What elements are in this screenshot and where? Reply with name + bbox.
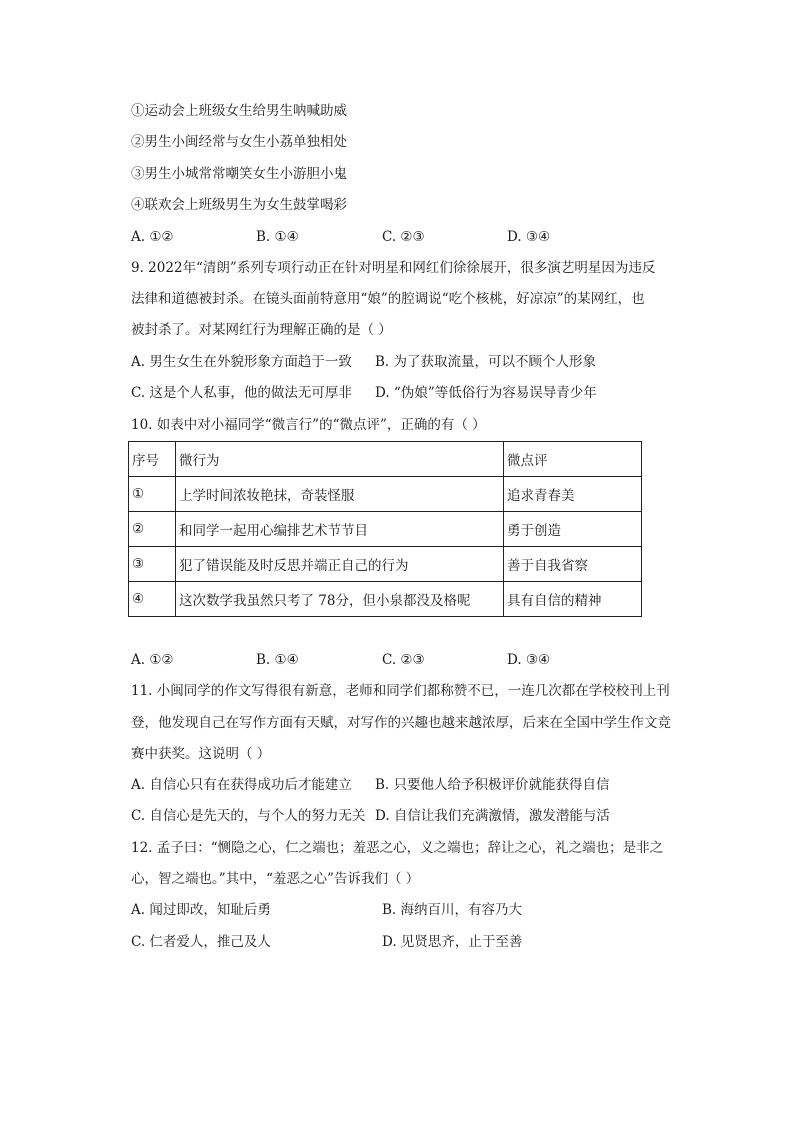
q10-option-c: C. ②③	[382, 652, 425, 668]
q9-stem-line-1: 9. 2022年“清朗”系列专项行动正在针对明星和网红们徐徐展开，很多演艺明星因为违反	[131, 260, 656, 276]
row-index: ③	[129, 547, 176, 582]
row-comment: 追求青春美	[504, 477, 642, 512]
q9-stem-line-2: 法律和道德被封杀。在镜头面前特意用“娘”的腔调说“吃个核桃，好凉凉”的某网红，也	[131, 291, 645, 307]
q8-option-b: B. ①④	[256, 229, 299, 245]
q8-options	[131, 227, 711, 247]
q12-option-c: C. 仁者爱人，推己及人	[131, 934, 271, 950]
row-index: ④	[129, 582, 176, 617]
row-comment: 勇于创造	[504, 512, 642, 547]
header-cell-index: 序号	[129, 442, 176, 477]
row-behavior: 犯了错误能及时反思并端正自己的行为	[176, 547, 504, 582]
q12-options-row-2	[131, 932, 711, 952]
q9-stem-line-3: 被封杀了。对某网红行为理解正确的是（ ）	[131, 322, 392, 338]
q12-stem-line-2: 心，智之端也。”其中，“羞恶之心”告诉我们（ ）	[131, 871, 420, 887]
q11-options-row-1	[131, 775, 711, 795]
q8-option-c: C. ②③	[382, 229, 425, 245]
q9-option-a: A. 男生女生在外貌形象方面趋于一致	[131, 354, 352, 370]
q8-item-1: ①运动会上班级女生给男生呐喊助威	[131, 103, 347, 119]
q10-option-d: D. ③④	[507, 652, 551, 668]
q11-option-c: C. 自信心是先天的，与个人的努力无关	[131, 808, 366, 824]
q12-options-row-1	[131, 900, 711, 920]
q11-option-a: A. 自信心只有在获得成功后才能建立	[131, 777, 352, 793]
q11-stem-line-1: 11. 小闽同学的作文写得很有新意，老师和同学们都称赞不已，一连几次都在学校校刊上刊	[131, 683, 670, 699]
q8-item-3: ③男生小城常常嘲笑女生小游胆小鬼	[131, 166, 347, 182]
q11-option-b: B. 只要他人给予积极评价就能获得自信	[375, 777, 610, 793]
q9-options-row-2	[131, 383, 711, 403]
row-index: ①	[129, 477, 176, 512]
q10-table	[128, 441, 642, 617]
row-behavior: 和同学一起用心编排艺术节节目	[176, 512, 504, 547]
q12-option-d: D. 见贤思齐，止于至善	[382, 934, 523, 950]
q8-option-d: D. ③④	[507, 229, 551, 245]
table-row	[129, 582, 642, 617]
q11-options-row-2	[131, 806, 711, 826]
q9-option-d: D. “伪娘”等低俗行为容易误导青少年	[375, 385, 597, 401]
q10-option-b: B. ①④	[256, 652, 299, 668]
q9-option-c: C. 这是个人私事，他的做法无可厚非	[131, 385, 352, 401]
q8-item-4: ④联欢会上班级男生为女生鼓掌喝彩	[131, 197, 347, 213]
header-cell-comment: 微点评	[504, 442, 642, 477]
row-comment: 善于自我省察	[504, 547, 642, 582]
q11-option-d: D. 自信让我们充满激情，激发潜能与活	[375, 808, 610, 824]
q11-stem-line-3: 赛中获奖。这说明（ ）	[131, 746, 271, 762]
q11-stem-line-2: 登，他发现自己在写作方面有天赋，对写作的兴趣也越来越浓厚，后来在全国中学生作文竞	[131, 715, 671, 731]
q12-option-a: A. 闻过即改，知耻后勇	[131, 902, 271, 918]
row-index: ②	[129, 512, 176, 547]
q10-stem: 10. 如表中对小福同学“微言行”的“微点评”，正确的有（ ）	[131, 417, 486, 433]
table-row	[129, 547, 642, 582]
row-behavior: 这次数学我虽然只考了 78分，但小泉都没及格呢	[176, 582, 504, 617]
q9-options-row-1	[131, 352, 711, 372]
q8-item-2: ②男生小闽经常与女生小荔单独相处	[131, 134, 347, 150]
q10-option-a: A. ①②	[131, 652, 174, 668]
q12-option-b: B. 海纳百川，有容乃大	[382, 902, 523, 918]
q12-stem-line-1: 12. 孟子曰：“恻隐之心，仁之端也；羞恶之心，义之端也；辞让之心，礼之端也；是非之	[131, 840, 664, 856]
q10-options	[131, 650, 711, 670]
header-cell-behavior: 微行为	[176, 442, 504, 477]
row-comment: 具有自信的精神	[504, 582, 642, 617]
q8-option-a: A. ①②	[131, 229, 174, 245]
table-row	[129, 477, 642, 512]
q9-option-b: B. 为了获取流量，可以不顾个人形象	[375, 354, 597, 370]
row-behavior: 上学时间浓妆艳抹，奇装怪服	[176, 477, 504, 512]
table-row	[129, 512, 642, 547]
table-header-row	[129, 442, 642, 477]
